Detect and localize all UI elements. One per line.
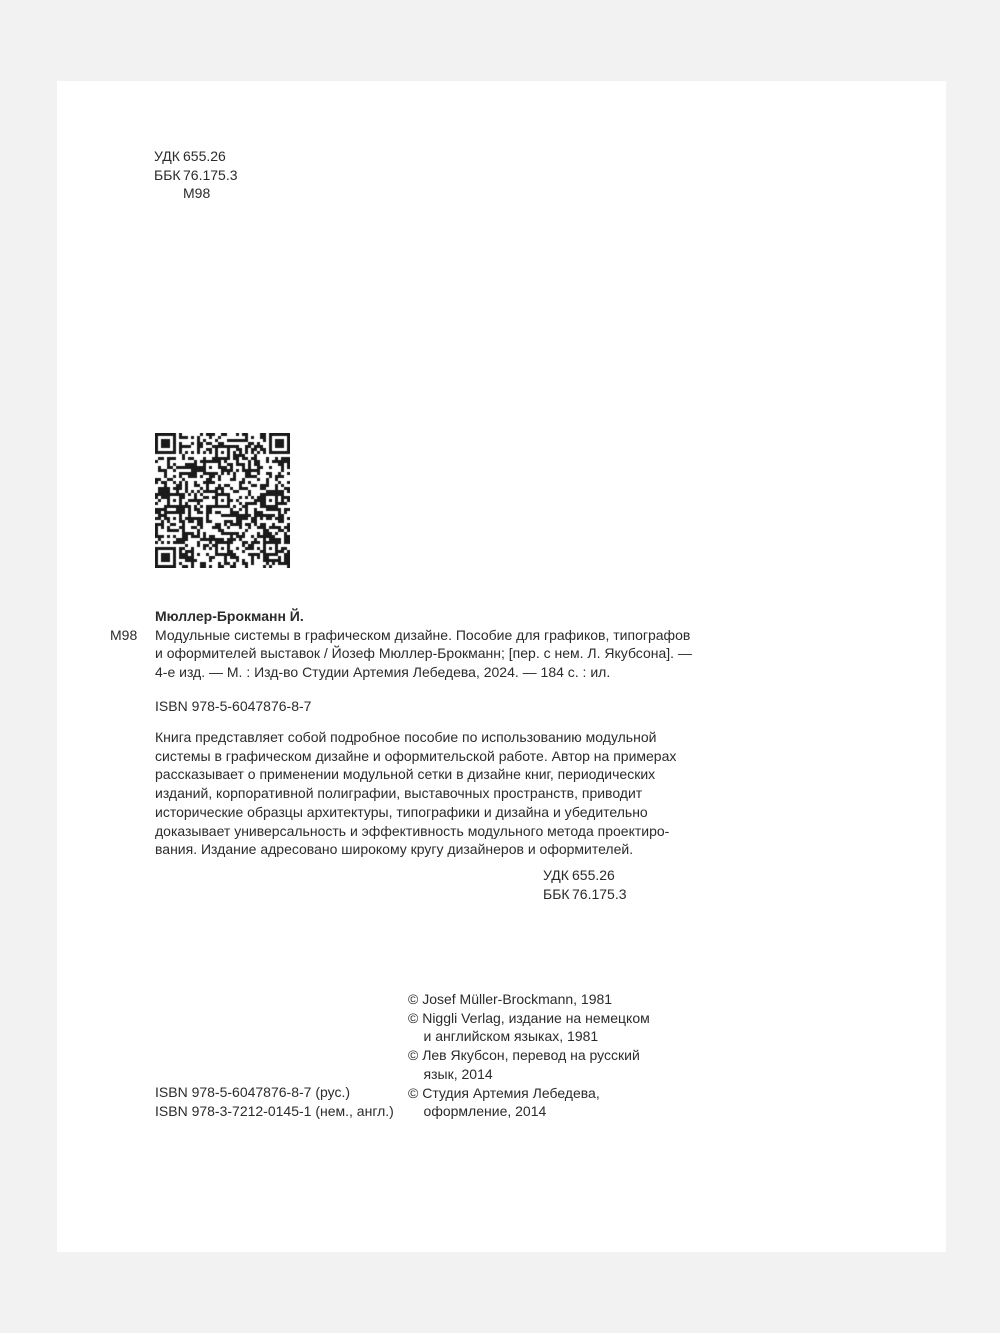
book-imprint-page [57,81,946,1252]
text-line: © Josef Müller-Brockmann, 1981 [408,991,613,1007]
isbn-main: ISBN 978-5-6047876-8-7 [155,698,312,714]
text-line: доказывает универсальность и эффективность модульного метода проектиро- [155,822,670,839]
text-line: © Niggli Verlag, издание на немецком [408,1009,650,1026]
udk-value-bottom: 655.26 [572,867,615,883]
text-line: изданий, корпоративной полиграфии, выставочных пространств, приводит [155,785,643,802]
udk-label-bottom: УДК [543,867,569,883]
author-sign-row [154,184,238,203]
classification-codes-bottom [543,866,627,903]
text-line: и оформителей выставок / Йозеф Мюллер-Брокманн; [пер. с нем. Л. Якубсона]. — [155,645,692,662]
bibliographic-entry [110,607,692,682]
text-line: Книга представляет собой подробное пособие по использованию модульной [155,729,657,745]
bbk-label: ББК [154,166,181,183]
text-line: и английском языках, 1981 [408,1028,599,1045]
text-line: © Студия Артемия Лебедева, [408,1084,600,1101]
text-line: ISBN 978-3-7212-0145-1 (нем., англ.) [155,1102,394,1119]
text-line: язык, 2014 [408,1065,493,1082]
text-line: рассказывает о применении модульной сетки в дизайне книг, периодических [155,766,656,783]
udk-row [154,147,238,166]
text-line: системы в графическом дизайне и оформительской работе. Автор на примерах [155,747,677,764]
text-line: Модульные системы в графическом дизайне. Пособие для графиков, типографов [155,626,691,643]
bbk-label-bottom: ББК [543,885,570,902]
isbn-editions-block [155,1083,394,1120]
text-line: 4-е изд. — М. : Изд-во Студии Артемия Лебедева, 2024. — 184 с. : ил. [155,664,611,681]
udk-value: 655.26 [183,148,226,164]
copyright-block [408,990,650,1121]
text-line: © Лев Якубсон, перевод на русский [408,1047,640,1064]
bbk-row [154,166,238,185]
text-line: вания. Издание адресовано широкому кругу дизайнеров и оформителей. [155,841,634,858]
bbk-row-bottom [543,885,627,904]
udk-row-bottom [543,866,627,885]
margin-author-sign: М98 [110,626,138,643]
qr-code-icon [155,433,290,568]
text-line: исторические образцы архитектуры, типографики и дизайна и убедительно [155,803,648,820]
bbk-value: 76.175.3 [183,166,238,183]
text-line: оформление, 2014 [408,1103,547,1120]
biblio-lines [155,626,692,682]
annotation-paragraph [155,728,676,859]
author-sign-value: М98 [183,185,211,202]
udk-label: УДК [154,148,180,164]
bbk-value-bottom: 76.175.3 [572,885,627,902]
text-line: ISBN 978-5-6047876-8-7 (рус.) [155,1084,351,1100]
biblio-author: Мюллер-Брокманн Й. [155,608,304,624]
classification-codes-top [154,147,238,203]
